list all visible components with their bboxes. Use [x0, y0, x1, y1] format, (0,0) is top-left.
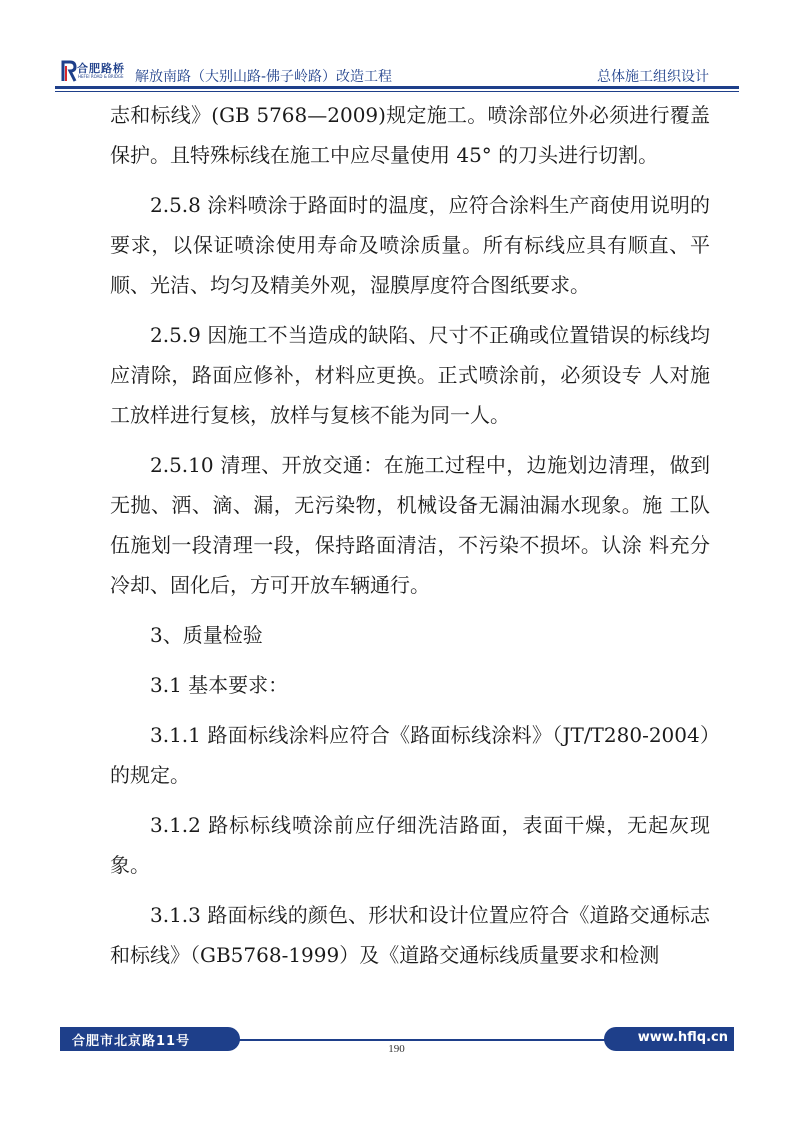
footer-website: www.hflq.cn	[637, 1030, 728, 1045]
logo-chinese-text: 合肥路桥	[77, 62, 125, 75]
body-text	[110, 95, 710, 985]
page-number: 190	[388, 1043, 405, 1055]
document-title: 总体施工组织设计	[597, 69, 709, 85]
paragraph: 3.1.2 路标标线喷涂前应仔细洗洁路面，表面干燥，无起灰现象。	[110, 813, 710, 877]
paragraph: 2.5.8 涂料喷涂于路面时的温度，应符合涂料生产商使用说明的要求，以保证喷涂使用寿命及喷涂质量。所有标线应具有顺直、平顺、光洁、均匀及精美外观，湿膜厚度符合图纸要求。	[110, 193, 710, 297]
logo-english-text: HEFEI ROAD & BRIDGE	[78, 74, 124, 79]
page-header	[55, 56, 739, 92]
paragraph: 3.1.3 路面标线的颜色、形状和设计位置应符合《道路交通标志和标线》（GB5768-1999）及《道路交通标线质量要求和检测	[110, 903, 710, 967]
subsection-heading: 3.1 基本要求：	[150, 673, 289, 697]
paragraph: 3.1.1 路面标线涂料应符合《路面标线涂料》（JT/T280-2004）的规定。	[110, 723, 710, 787]
logo-mark-icon	[61, 60, 77, 82]
project-title: 解放南路（大别山路-佛子岭路）改造工程	[135, 69, 393, 85]
footer-address: 合肥市北京路11号	[72, 1034, 191, 1049]
header-rule-thin	[55, 91, 739, 92]
header-rule	[55, 86, 739, 89]
company-logo	[61, 60, 125, 86]
paragraph: 2.5.9 因施工不当造成的缺陷、尺寸不正确或位置错误的标线均应清除，路面应修补，材料应更换。正式喷涂前，必须设专 人对施工放样进行复核，放样与复核不能为同一人。	[110, 323, 710, 427]
paragraph: 2.5.10 清理、开放交通：在施工过程中，边施划边清理，做到无抛、洒、滴、漏，无污染物，机械设备无漏油漏水现象。施 工队伍施划一段清理一段，保持路面清洁，不污染不损坏。认涂 料充分冷却、固化后，方可开放车辆通行。	[110, 453, 710, 597]
paragraph: 志和标线》(GB 5768—2009)规定施工。喷涂部位外必须进行覆盖保护。且特殊标线在施工中应尽量使用 45° 的刀头进行切割。	[110, 103, 710, 167]
section-heading: 3、质量检验	[150, 623, 263, 647]
